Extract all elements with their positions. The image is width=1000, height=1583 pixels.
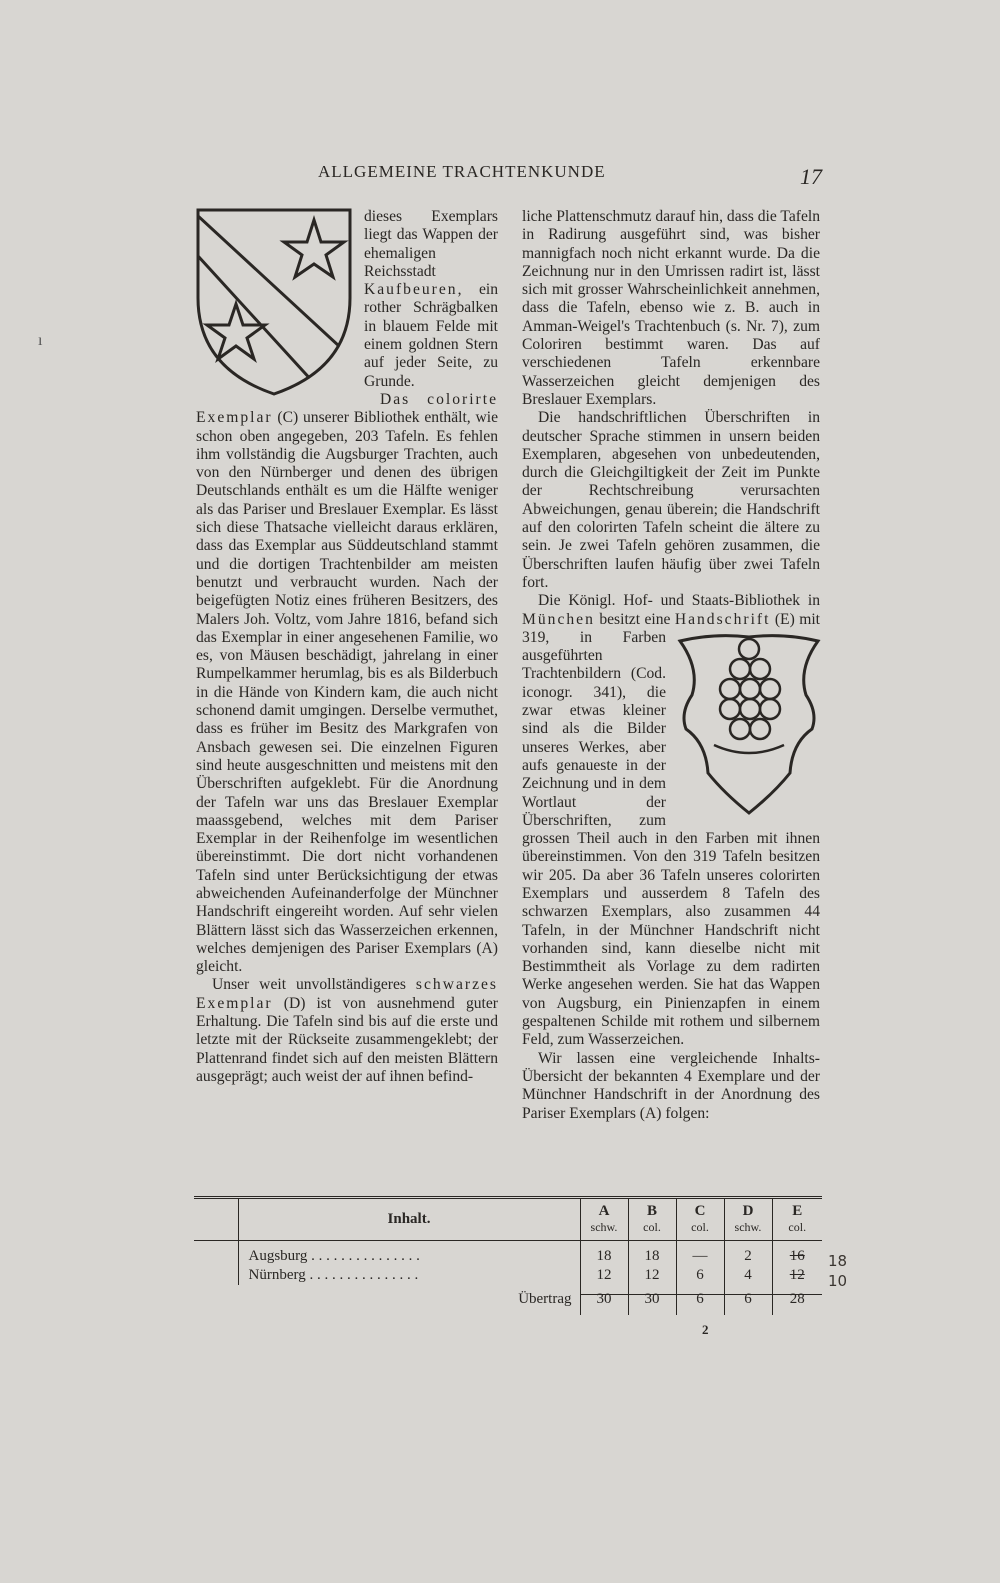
cell: 18	[580, 1247, 628, 1266]
left-column	[196, 208, 498, 1086]
paragraph-plattenschmutz: liche Plattenschmutz darauf hin, dass die Tafeln in Radirung ausgeführt sind, was bisher mannigfach noch nicht erkannt wurde. Da die Zeichnung nur in den Umrissen radirt ist, lässt sich mit grosser Wahrscheinlichkeit annehmen, dass die Tafeln, ebenso wie z. B. auch in Amman-Weigel's Trachtenbuch (s. Nr. 7), zum Coloriren bestimmt waren. Das auf verschiedenen Tafeln erkennbare Wasserzeichen gleicht demjenigen des Breslauer Exemplars.	[522, 208, 820, 408]
table-corner	[194, 1198, 238, 1241]
cell: 2	[724, 1247, 772, 1266]
table-row	[194, 1266, 822, 1285]
cell: 28	[772, 1285, 822, 1315]
contents-table	[194, 1198, 822, 1315]
table-row	[194, 1247, 822, 1266]
table-header-a: A schw.	[580, 1198, 628, 1241]
page-number: 17	[800, 164, 822, 189]
cell: 12	[628, 1266, 676, 1285]
running-title: ALLGEMEINE TRACHTENKUNDE	[318, 162, 606, 181]
row-name-augsburg: Augsburg . . . . . . . . . . . . . . .	[238, 1247, 580, 1266]
cell: 4	[724, 1266, 772, 1285]
cell: —	[676, 1247, 724, 1266]
kaufbeuren-coat-of-arms-icon	[194, 208, 356, 398]
cell: 6	[676, 1285, 724, 1315]
cell: 18	[628, 1247, 676, 1266]
table-header-inhalt: Inhalt.	[238, 1198, 580, 1241]
signature-mark: 2	[702, 1322, 709, 1337]
handwritten-correction-nuernberg: 10	[828, 1272, 848, 1290]
cell: 6	[676, 1266, 724, 1285]
paragraph-schwarzes-exemplar: Unser weit unvollständigeres schwarzes Exemplar (D) ist von ausnehmend guter Erhaltung. Die Tafeln sind bis auf die erste und letzte mit der Rückseite zusammengeklebt; der Plattenrand findet sich auf den meisten Blättern ausgeprägt; auch weist der auf ihnen befind-	[196, 976, 498, 1085]
cell: 6	[724, 1285, 772, 1315]
paragraph-colorirtes-exemplar: Das colorirte Exemplar (C) unserer Bibliothek enthält, wie schon oben angegeben, 203 Tafeln. Es fehlen ihm vollständig die Augsburger Trachten, auch von den Nürnberger und denen des übrigen Deutschlands enthält es um die Hälfte weniger als das Pariser und Breslauer Exemplar. Es lässt sich diese Thatsache vielleicht daraus erklären, dass das Exemplar aus Süddeutschland stammt und die dortigen Trachtenbilder am meisten benutzt und verbraucht wurden. Nach der beigefügten Notiz eines früheren Besitzers, des Malers Joh. Voltz, vom Jahre 1816, befand sich das Exemplar in einer angesehenen Familie, wo es, von Mäusen beschädigt, jahrelang in einer Rumpelkammer herumlag, bis es als Bilderbuch in die Hände von Kindern kam, die auch nicht schonend damit umgingen. Derselbe vermuthet, dass es früher im Besitz des Markgrafen von Ansbach gewesen sei. Die einzelnen Figuren sind heute ausgeschnitten und meistens mit den Überschriften aufgeklebt. Für die Anordnung der Tafeln war uns das Breslauer Exemplar maassgebend, welches mit dem Pariser Exemplar in der Reihenfolge im wesentlichen übereinstimmt. Die dort nicht vorhandenen Tafeln sind unter Berücksichtigung der etwas abweichenden Aufeinanderfolge der Münchner Handschrift eingereiht worden. Auf sehr vielen Blättern lässt sich das Wasserzeichen erkennen, welches demjenigen des Pariser Exemplars (A) gleicht.	[196, 390, 498, 976]
augsburg-coat-of-arms-icon	[674, 633, 824, 817]
cell: 12	[580, 1266, 628, 1285]
row-name-nuernberg: Nürnberg . . . . . . . . . . . . . . .	[238, 1266, 580, 1285]
right-column	[522, 208, 820, 1123]
table-header-d: D schw.	[724, 1198, 772, 1241]
table-header-b: B col.	[628, 1198, 676, 1241]
paragraph-ueberschriften: Die handschriftlichen Überschriften in deutscher Sprache stimmen in unsern beiden Exemplaren, abgesehen von unbedeutenden, durch die Gleichgiltigkeit der Zeit im Punkte der Rechtschreibung verursachten Abweichungen, genau überein; die Handschrift auf den colorirten Tafeln scheint die ältere zu sein. Je zwei Tafeln gehören zusammen, die Überschriften laufen häufig über zwei Tafeln fort.	[522, 409, 820, 591]
total-label: Übertrag	[518, 1291, 572, 1307]
table-header-e: E col.	[772, 1198, 822, 1241]
cell-struck: 12	[772, 1266, 822, 1285]
paragraph-inhaltsuebersicht: Wir lassen eine vergleichende Inhalts-Übersicht der bekannten 4 Exemplare und der Münchner Handschrift in der Anordnung des Pariser Exemplars (A) folgen:	[522, 1049, 820, 1122]
handwritten-correction-augsburg: 18	[828, 1252, 848, 1270]
sum-rule	[580, 1294, 822, 1295]
cell: 30	[580, 1285, 628, 1315]
cell-struck: 16	[772, 1247, 822, 1266]
table-total-row	[194, 1285, 822, 1315]
margin-mark: ı	[38, 332, 43, 349]
paragraph-muenchner-handschrift: Die Königl. Hof- und Staats-Bibliothek in München besitzt eine Handschrift (E) mit 319, in Farben ausgeführten Trachtenbildern (Cod. iconogr. 341), die zwar etwas kleiner sind als die Bilder unseres Werkes, aber aufs genaueste in der Zeichnung und in dem Wortlaut der Überschriften, zum grossen Theil auch in den Farben mit ihnen übereinstimmen. Von den 319 Tafeln besitzen wir 205. Da aber 36 Tafeln unseres colorirten Exemplars und ausserdem 8 Tafeln des schwarzen Exemplars, also zusammen 44 Tafeln, in der Münchner Handschrift nicht vorhanden sind, kann dieselbe nicht mit Bestimmtheit als Vorlage zu dem radirten Werke angesehen werden. Sie hat das Wappen von Augsburg, ein Pinienzapfen in einem gespaltenen Schilde mit rothem und silbernem Feld, zum Wasserzeichen.	[522, 592, 820, 1049]
paragraph-kaufbeuren: dieses Exemplars liegt das Wappen der ehemaligen Reichsstadt Kaufbeuren, ein rother Schrägbalken in blauem Felde mit einem goldnen Stern auf jeder Seite, zu Grunde.	[364, 208, 498, 390]
cell: 30	[628, 1285, 676, 1315]
table-header-c: C col.	[676, 1198, 724, 1241]
